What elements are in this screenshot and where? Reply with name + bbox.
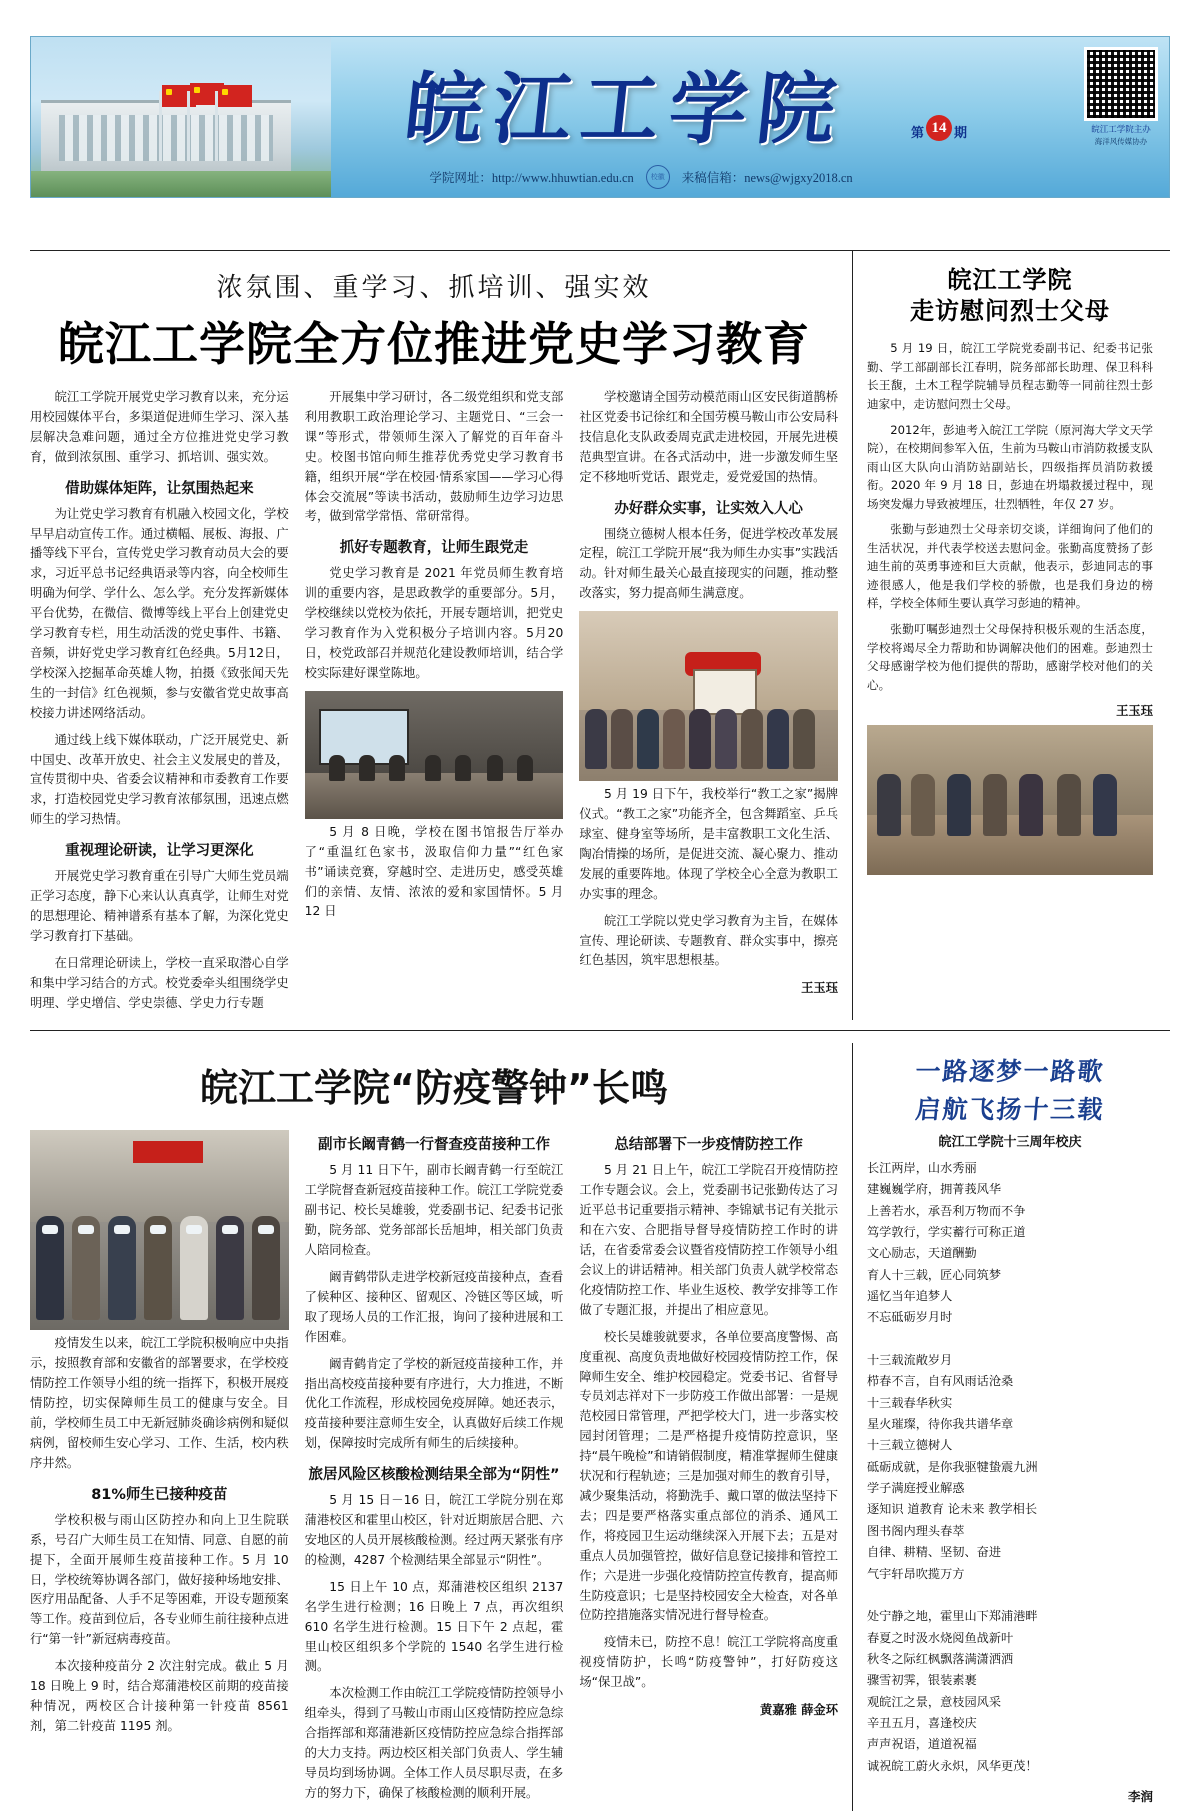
paragraph: 学校积极与雨山区防控办和向上卫生院联系，号召广大师生员工在知情、同意、自愿的前提下，全面开展师生疫苗接种工作。5 月 10 日，学校统筹协调各部门，做好接种场地安排、医疗用品配备、人手不足等困难，开设专题预案等工作。疫苗到位后，各专业师生前往接种点进行“第一针”新冠病毒疫苗。 bbox=[30, 1512, 289, 1647]
school-seal-icon: 校徽 bbox=[646, 165, 670, 189]
lead-headline: 皖江工学院全方位推进党史学习教育 bbox=[58, 317, 810, 371]
paragraph: 校长吴雄骏就要求，各单位要高度警惕、高度重视、高度负责地做好校园疫情防控工作，保障师生安全、维护校园稳定。党委书记、省督导专员刘志祥对下一步防疫工作做出部署：一是规范校园日常管理，严把学校大门，进一步落实校园封闭管理；二是严格提升疫情防控意识，坚持“晨午晚检”和请销假制度，精准掌握师生健康状况和行程轨迹；三是加强对师生的教育引导，减少聚集活动，将勤洗手、戴口罩的做法坚持下去；四是要严格落实重点部位的消杀、通风工作，将疫园卫生运动继续深入开展下去；五是对重点人员加强管控，做好信息登记接排和管控工作；六是进一步强化疫情防控宣传教育，提高师生防疫意识；七是坚持校园安全大检查，对各单位防控措施落实情况进行督导检查。 bbox=[579, 1329, 839, 1623]
poem-line: 诚祝皖工蔚火永炽，风华更茂！ bbox=[867, 1758, 1038, 1773]
photo-caption-2: 5 月 19 日下午，我校举行“教工之家”揭牌仪式。“教工之家”功能齐全，包含舞蹈室、乒乓球室、健身室等场所，是丰富教职工文化生活、陶冶情操的场所，是促进交流、凝心聚力、推动发展的重要阵地。体现了学校全心全意为教职工办实事的理念。 bbox=[579, 787, 839, 901]
poem-line: 秋冬之际红枫飘落满潇洒洒 bbox=[867, 1651, 1014, 1666]
paragraph: 张勤与彭迪烈士父母亲切交谈，详细询问了他们的生活状况，并代表学校送去慰问金。张勤高度赞扬了彭迪生前的英勇事迹和巨大贡献，他表示，彭迪同志的事迹很感人，他是我们学校的骄傲，也是我们身边的榜样，学校全体师生要认真学习彭迪的精神。 bbox=[867, 522, 1153, 611]
photo-visit-martyr-family bbox=[867, 725, 1153, 875]
poem-line: 栉春不言，自有风雨话沧桑 bbox=[867, 1374, 1014, 1389]
photo-plaque-ceremony bbox=[579, 611, 838, 781]
paragraph: 5 月 15 日－16 日，皖江工学院分别在郑蒲港校区和霍里山校区，针对近期旅居合肥、六安地区的人员开展核酸检测。经过两天紧张有序的检测，4287 个检测结果全部显示“阴性”。 bbox=[304, 1493, 564, 1567]
paragraph: 本次接种疫苗分 2 次注射完成。截止 5 月 18 日晚上 9 时，结合郑蒲港校区前期的疫苗接种情况，两校区合计接种第一针疫苗 8561 剂，第二针疫苗 1195 剂。 bbox=[30, 1659, 289, 1733]
poem-line: 图书阁内理头春萃 bbox=[867, 1523, 965, 1538]
poem-line: 处宁静之地，霍里山下郑浦港畔 bbox=[867, 1609, 1038, 1624]
photo-caption-1: 5 月 8 日晚，学校在图书馆报告厅举办了“重温红色家书，汲取信仰力量”“红色家书”诵读竞赛，穿越时空、走进历史，感受英雄们的亲情、友情、浓浓的爱和家国情怀。5 月 12 日 bbox=[304, 824, 564, 919]
poem-line: 逐知识 道教育 论未来 教学相长 bbox=[867, 1502, 1038, 1517]
covid-byline: 黄嘉雅 薛金环 bbox=[759, 1703, 839, 1718]
poem-line: 砥砺成就，是你我驱犍蛰震九洲 bbox=[867, 1459, 1038, 1474]
lead-kicker: 浓氛围、重学习、抓培训、强实效 bbox=[216, 273, 652, 303]
paragraph: 开展集中学习研讨，各二级党组织和党支部利用教职工政治理论学习、主题党日、“三会一课”等形式，带领师生深入了解党的百年奋斗史。校图书馆向师生推荐优秀党史学习教育书籍，组织开展“学在校园·情系家国——学习心得体会交流展”等读书活动，鼓励师生边学习边思考，做到常学常悟、常研常得。 bbox=[304, 390, 564, 524]
poem-title-line2: 启航飞扬十三载 bbox=[914, 1095, 1106, 1125]
qr-block bbox=[1081, 47, 1161, 147]
poem-line: 育人十三载，匠心同筑梦 bbox=[867, 1267, 1002, 1282]
covid-subhead-4: 总结部署下一步疫情防控工作 bbox=[614, 1137, 803, 1154]
lead-column-1 bbox=[30, 388, 289, 1020]
lead-byline: 王玉珏 bbox=[801, 981, 839, 996]
poem-line bbox=[867, 1585, 1153, 1606]
paragraph: 开展党史学习教育重在引导广大师生党员端正学习态度，静下心来认认真真学，让师生对党的思想理论、精神谱系有基本了解，为深化党史学习教育打下基础。 bbox=[30, 869, 289, 943]
poem-byline: 李润 bbox=[1127, 1788, 1153, 1804]
poem-line: 十三载立德树人 bbox=[867, 1438, 953, 1453]
issue-badge bbox=[911, 115, 967, 141]
paragraph: 疫情发生以来，皖江工学院积极响应中央指示，按照教育部和安徽省的部署要求，在学校疫情防控工作领导小组的统一指挥下，积极开展疫情防控，切实保障师生员工的健康与安全。目前，学校师生员工中无新冠肺炎确诊病例和疑似病例，留校师生安心学习、工作、生活，校内秩序井然。 bbox=[30, 1336, 289, 1470]
email-label: 来稿信箱：news@wjgxy2018.cn bbox=[681, 171, 853, 185]
campus-photo bbox=[31, 37, 331, 197]
poem-line: 学子满庭授业解惑 bbox=[867, 1481, 965, 1496]
sidebar-byline: 王玉珏 bbox=[1116, 704, 1153, 719]
covid-column-2 bbox=[305, 1124, 564, 1810]
masthead-info bbox=[331, 165, 951, 189]
paragraph: 皖江工学院开展党史学习教育以来，充分运用校园媒体平台，多渠道促进师生学习、深入基层解决急难问题，通过全方位推进党史学习教育，做到浓氛围、重学习、抓培训、强实效。 bbox=[30, 390, 289, 464]
paragraph: 阚青鹤肯定了学校的新冠疫苗接种工作，并指出高校疫苗接种要有序进行，大力推进，不断优化工作流程，形成校园免疫屏障。她还表示，疫苗接种要注意师生安全，认真做好后续工作规划，保障按时完成所有师生的后续接种。 bbox=[304, 1356, 564, 1451]
qr-code-icon bbox=[1084, 47, 1158, 121]
paragraph: 5 月 21 日上午，皖江工学院召开疫情防控工作专题会议。会上，党委副书记张勤传达了习近平总书记重要指示精神、李锦斌书记有关批示和在六安、合肥指导督导疫情防控工作时的讲话，在省委常委会议暨省疫情防控工作领导小组会议上的讲话精神。相关部门负责人就学校常态化疫情防控工作、毕业生返校、教学安排等工作做了专题汇报，并提出了相应意见。 bbox=[579, 1163, 839, 1317]
paragraph: 疫情未已，防控不息！皖江工学院将高度重视疫情防护，长鸣“防疫警钟”，打好防疫这场“保卫战”。 bbox=[579, 1635, 839, 1690]
poem-line: 十三载春华秋实 bbox=[867, 1395, 953, 1410]
photo-vaccination-inspection bbox=[30, 1130, 289, 1330]
issue-suffix: 期 bbox=[954, 125, 968, 140]
poem-line: 观皖江之景，意枝园风采 bbox=[867, 1694, 1002, 1709]
paragraph: 党史学习教育是 2021 年党员师生教育培训的重要内容，是思政教学的重要部分。5月，学校继续以党校为依托，开展专题培训，把党史学习教育作为入党积极分子培训内容。5月20日，校党政部召并规范化建设教师培训，结合学校实际建好课堂陈地。 bbox=[304, 566, 564, 680]
paragraph: 2012年，彭迪考入皖江工学院（原河海大学文天学院），在校期间参军入伍，生前为马鞍山市消防救援支队雨山区大队向山消防站副站长，四级指挥员消防救援衔。2020 年 9 月 18 日，彭迪在坍塌救援过程中，现场突发爆力导致被埋压，壮烈牺牲，年仅 27 岁。 bbox=[867, 422, 1153, 511]
lead-column-2 bbox=[305, 388, 564, 1020]
website-label: 学院网址：http://www.hhuwtian.edu.cn bbox=[429, 171, 634, 185]
issue-number: 14 bbox=[926, 115, 952, 141]
lead-column-3 bbox=[579, 388, 838, 1020]
poem-line: 不忘砥砺岁月时 bbox=[867, 1310, 953, 1325]
masthead-title-text: 皖江工学院 bbox=[400, 64, 851, 155]
sidebar-title-line1: 皖江工学院 bbox=[947, 266, 1073, 294]
poem-line: 十三载流敞岁月 bbox=[867, 1353, 953, 1368]
poem-line: 遥忆当年追梦人 bbox=[867, 1289, 953, 1304]
newspaper-page bbox=[0, 36, 1200, 1804]
lead-subhead-2: 重视理论研读，让学习更深化 bbox=[65, 843, 254, 860]
paragraph: 围绕立德树人根本任务，促进学校改革发展定程，皖江工学院开展“我为师生办实事”实践活动。针对师生最关心最直接现实的问题，推动整改落实，努力提高师生满意度。 bbox=[579, 526, 839, 601]
paragraph: 5 月 19 日，皖江工学院党委副书记、纪委书记张勤、学工部副部长江春明，院务部部长助理、保卫科科长王馥，土木工程学院辅导员程志勤等一同前往烈士彭迪家中，走访慰问烈士父母。 bbox=[867, 341, 1153, 412]
poem-body bbox=[867, 1158, 1153, 1777]
masthead bbox=[30, 36, 1170, 198]
issue-label: 第 bbox=[911, 125, 925, 140]
qr-caption-secondary: 海洋风传媒协办 bbox=[1094, 137, 1148, 147]
poem-line: 气宇轩昂吹揽万方 bbox=[867, 1566, 965, 1581]
poem-title-line1: 一路逐梦一路歌 bbox=[914, 1057, 1106, 1087]
top-zone bbox=[30, 251, 1170, 1020]
poem-line: 星火璀璨，待你我共谱华章 bbox=[867, 1417, 1014, 1432]
lead-article bbox=[30, 251, 852, 1020]
paragraph: 在日常理论研读上，学校一直采取潜心自学和集中学习结合的方式。校党委牵头组围绕学史明理、学史增信、学史崇德、学史力行专题 bbox=[30, 955, 289, 1010]
covid-column-3 bbox=[579, 1124, 838, 1810]
paragraph: 阚青鹤带队走进学校新冠疫苗接种点，查看了候种区、接种区、留观区、冷链区等区域，听取了现场人员的工作汇报，询问了接种进展和工作困难。 bbox=[304, 1270, 564, 1344]
paragraph: 本次检测工作由皖江工学院疫情防控领导小组牵头，得到了马鞍山市雨山区疫情防控应急综合指挥部和郑蒲港新区疫情防控应急综合指挥部的大力支持。两边校区相关部门负责人、学生辅导员均到场协调。全体工作人员尽职尽责，在多方的努力下，确保了核酸检测的顺利开展。 bbox=[304, 1686, 564, 1800]
poem-line: 自律、耕精、坚韧、奋进 bbox=[867, 1545, 1002, 1560]
poem-line: 笃学敦行，学实蓄行可称正道 bbox=[867, 1225, 1026, 1239]
paragraph: 张勤叮嘱彭迪烈士父母保持积极乐观的生活态度，学校将竭尽全力帮助和协调解决他们的困难。彭迪烈士父母感谢学校为他们提供的帮助，感谢学校对他们的关心。 bbox=[867, 622, 1153, 692]
masthead-title bbox=[331, 43, 921, 163]
poem-line bbox=[867, 1329, 1153, 1350]
paragraph: 为让党史学习教育有机融入校园文化，学校早早启动宣传工作。通过横幅、展板、海报、广播等线下平台，宣传党史学习教育动员大会的要求，习近平总书记经典语录等内容，向全校师生明确为何学、学什么、怎么学。充分发挥新媒体平台优势，在微信、微博等线上平台上创建党史学习教育专栏，用生动活泼的党史事件、书籍、音频，讲好党史学习教育红色经典。5月12日，学校深入挖掘革命英雄人物，拍摄《致张闻天先生的一封信》红色视频，参与安徽省党史故事高校接力讲述网络活动。 bbox=[30, 506, 289, 720]
covid-subhead-3: 旅居风险区核酸检测结果全部为“阴性” bbox=[308, 1467, 560, 1484]
poem-line: 上善若水，承吾利万物而不争 bbox=[867, 1203, 1026, 1218]
poem-subtitle: 皖江工学院十三周年校庆 bbox=[938, 1134, 1082, 1150]
poem-line: 骤雪初霁，银装素裹 bbox=[867, 1673, 977, 1688]
poem-line: 文心励志，天道酬勤 bbox=[867, 1246, 977, 1261]
poem-line: 声声祝语，道道祝福 bbox=[867, 1737, 977, 1752]
sidebar-title-line2: 走访慰问烈士父母 bbox=[910, 297, 1110, 326]
poem-line: 辛丑五月，喜逢校庆 bbox=[867, 1715, 977, 1730]
poem-line: 长江两岸，山水秀丽 bbox=[867, 1160, 977, 1175]
lead-subhead-4: 办好群众实事，让实效入人心 bbox=[614, 500, 803, 517]
covid-headline: 皖江工学院“防疫警钟”长鸣 bbox=[200, 1066, 668, 1111]
lead-subhead-3: 抓好专题教育，让师生跟党走 bbox=[339, 540, 529, 557]
paragraph: 皖江工学院以党史学习教育为主旨，在媒体宣传、理论研读、专题教育、群众实事中，擦亮红色基因，筑牢思想根基。 bbox=[579, 913, 839, 968]
paragraph: 学校邀请全国劳动模范雨山区安民街道鹊桥社区党委书记徐红和全国劳模马鞍山市公安局科技信息化支队政委周克武走进校园，开展先进模范典型宣讲。在各式活动中，进一步激发师生坚定不移地听党话、跟党走，爱党爱国的热情。 bbox=[579, 390, 839, 484]
poem-line: 建巍巍学府，拥菁莪风华 bbox=[867, 1182, 1002, 1197]
lead-subhead-1: 借助媒体矩阵，让氛围热起来 bbox=[65, 480, 254, 497]
page-content bbox=[30, 250, 1170, 1811]
qr-caption: 皖江工学院主办 bbox=[1091, 124, 1151, 134]
poem-line: 春夏之时汲水烧阅鱼战新叶 bbox=[867, 1630, 1014, 1645]
covid-subhead-1: 81%师生已接种疫苗 bbox=[91, 1486, 228, 1503]
paragraph: 15 日上午 10 点，郑蒲港校区组织 2137 名学生进行检测；16 日晚上 7 点，再次组织 610 名学生进行检测。15 日下午 2 点起，霍里山校区组织多个学院的 1540 名学生进行检测。 bbox=[304, 1579, 564, 1674]
covid-subhead-2: 副市长阚青鹤一行督查疫苗接种工作 bbox=[318, 1137, 550, 1154]
paragraph: 5 月 11 日下午，副市长阚青鹤一行至皖江工学院督查新冠疫苗接种工作。皖江工学院党委副书记、校长吴雄骏，党委副书记、纪委书记张勤，院务部、党务部部长岳旭坤，相关部门负责人陪同检查。 bbox=[304, 1163, 564, 1258]
paragraph: 通过线上线下媒体联动，广泛开展党史、新中国史、改革开放史、社会主义发展史的普及，宣传贯彻中央、省委会议精神和市委教育工作要求，打造校园党史学习教育浓郁氛围，迅速点燃师生的学习热情。 bbox=[30, 732, 289, 827]
sidebar-article bbox=[853, 251, 1153, 1020]
covid-column-1 bbox=[30, 1124, 289, 1810]
photo-training-meeting bbox=[305, 691, 564, 819]
